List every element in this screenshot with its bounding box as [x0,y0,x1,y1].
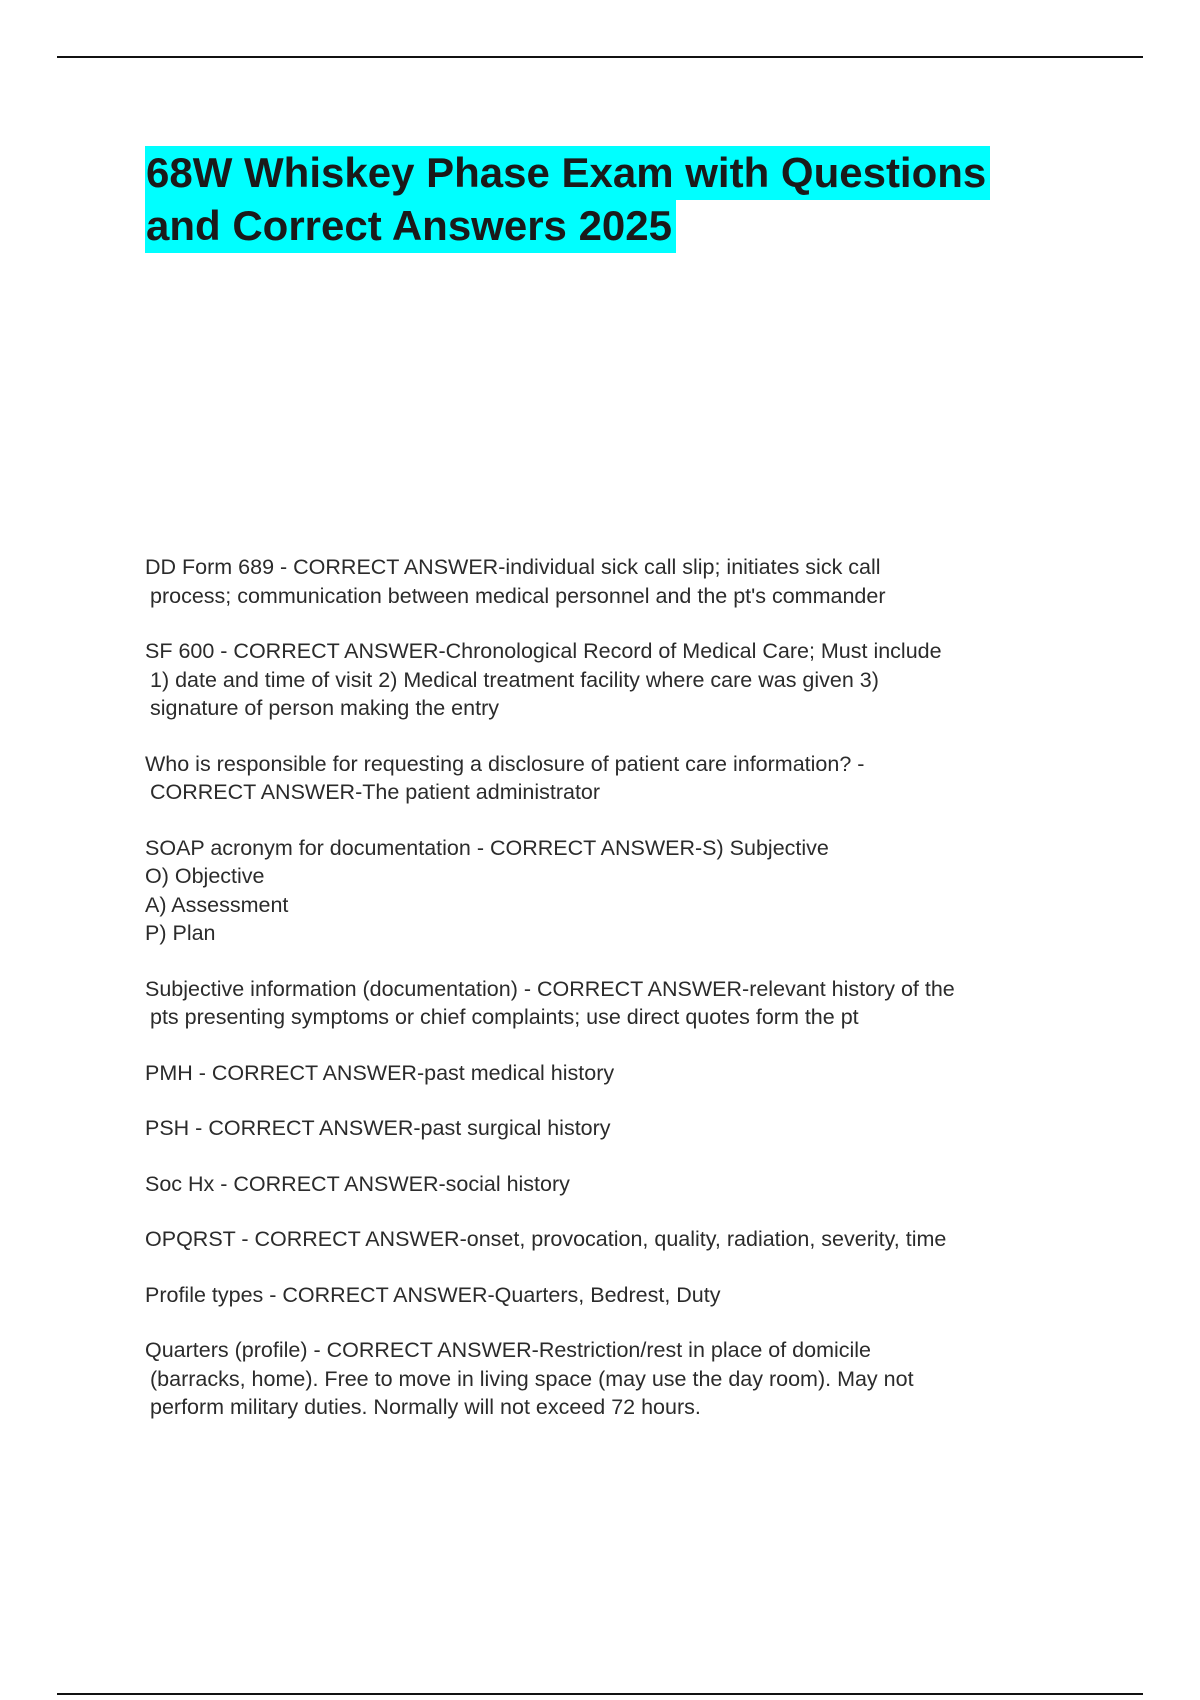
qa-item [145,1225,1085,1254]
qa-item [145,1170,1085,1199]
qa-item-question: OPQRST - CORRECT ANSWER-onset, provocation, quality, radiation, severity, time [145,1227,947,1251]
qa-item-question: Who is responsible for requesting a disclosure of patient care information? - [145,751,865,776]
qa-item-question: Soc Hx - CORRECT ANSWER-social history [145,1171,570,1196]
document-title [145,146,1105,252]
qa-item [145,637,1085,723]
qa-item-line: P) Plan [145,921,216,945]
qa-item-line: O) Objective [145,864,265,888]
qa-item [145,750,1085,807]
qa-item [145,834,1085,948]
qa-item-line: A) Assessment [145,892,289,917]
title-line-1: 68W Whiskey Phase Exam with Questions [145,146,990,200]
qa-item-question: PSH - CORRECT ANSWER-past surgical history [145,1116,611,1140]
qa-item [145,1281,1085,1310]
bottom-rule [57,1693,1143,1695]
qa-item-question: Subjective information (documentation) - CORRECT ANSWER-relevant history of the [145,976,955,1001]
title-line-2: and Correct Answers 2025 [145,199,676,253]
qa-list [145,553,1085,1449]
qa-item [145,553,1085,610]
qa-item [145,975,1085,1032]
qa-item [145,1059,1085,1088]
qa-item-line: process; communication between medical personnel and the pt's commander [150,583,886,608]
qa-item-question: PMH - CORRECT ANSWER-past medical history [145,1060,615,1085]
qa-item-line: pts presenting symptoms or chief complaints; use direct quotes form the pt [150,1005,859,1029]
qa-item-question: Profile types - CORRECT ANSWER-Quarters, Bedrest, Duty [145,1282,721,1307]
qa-item-line: perform military duties. Normally will not exceed 72 hours. [150,1395,701,1419]
qa-item-line: 1) date and time of visit 2) Medical treatment facility where care was given 3) [150,667,879,692]
qa-item-question: SF 600 - CORRECT ANSWER-Chronological Record of Medical Care; Must include [145,639,942,663]
qa-item [145,1336,1085,1422]
qa-item-question: SOAP acronym for documentation - CORRECT ANSWER-S) Subjective [145,835,829,860]
qa-item-line: signature of person making the entry [150,696,499,720]
qa-item-line: (barracks, home). Free to move in living space (may use the day room). May not [150,1366,914,1391]
qa-item-question: DD Form 689 - CORRECT ANSWER-individual sick call slip; initiates sick call [145,555,881,579]
top-rule [57,56,1143,58]
qa-item-line: CORRECT ANSWER-The patient administrator [150,780,601,804]
qa-item [145,1114,1085,1143]
qa-item-question: Quarters (profile) - CORRECT ANSWER-Restriction/rest in place of domicile [145,1338,872,1362]
